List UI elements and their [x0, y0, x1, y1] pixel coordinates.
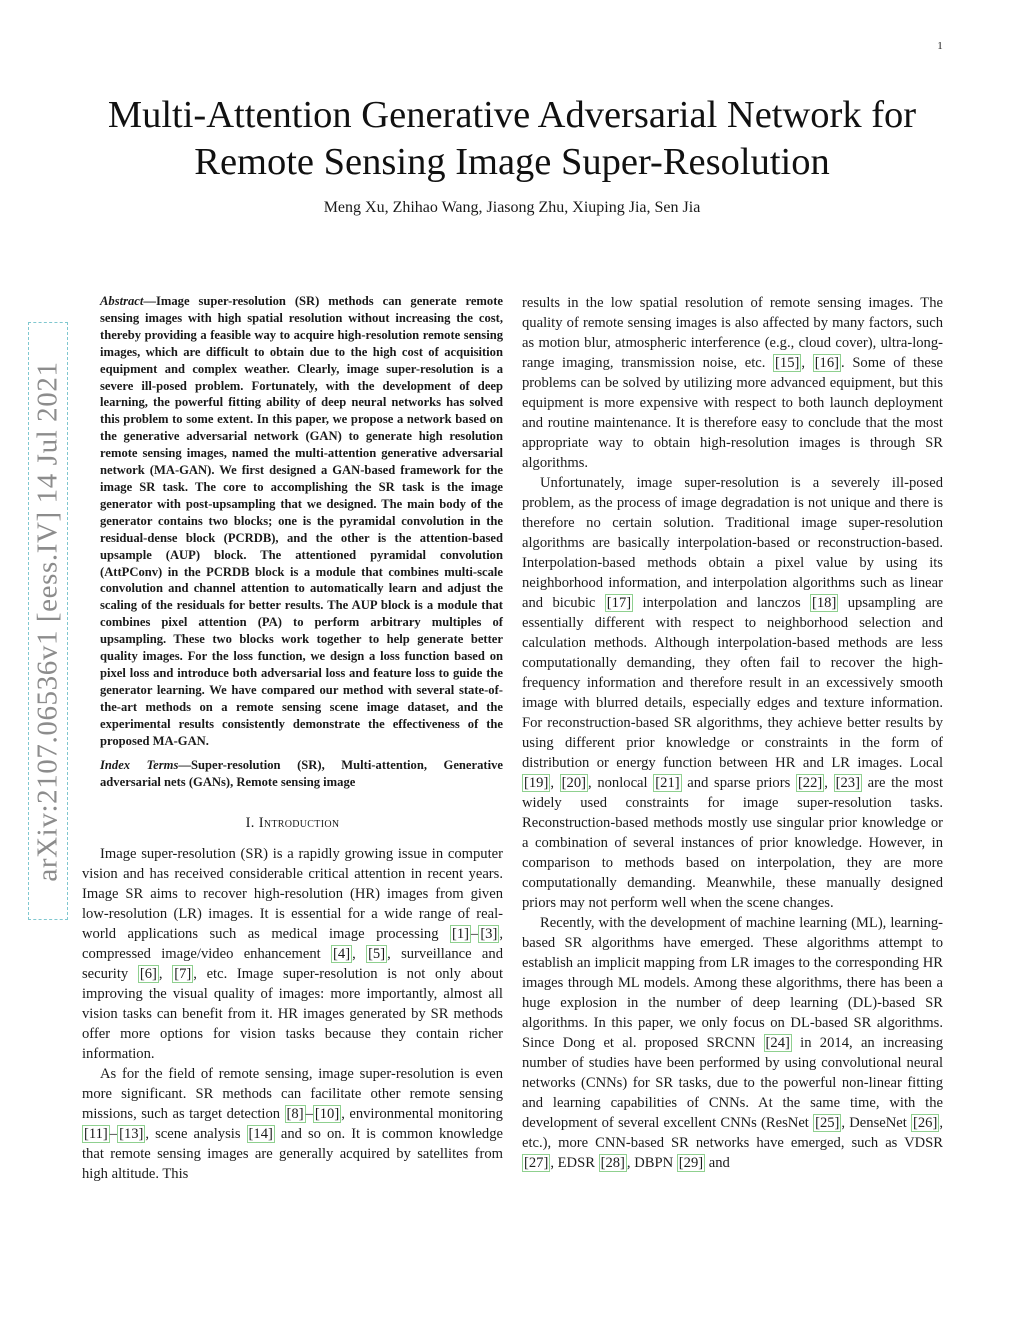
- citation-link[interactable]: [1]: [451, 926, 470, 943]
- text-run: –: [109, 1126, 118, 1143]
- title-line-2: Remote Sensing Image Super-Resolution: [194, 141, 830, 183]
- index-terms: [82, 757, 503, 791]
- title-line-1: Multi-Attention Generative Adversarial Network for: [107, 94, 917, 136]
- text-run: interpolation and lanczos: [633, 595, 811, 611]
- text-run: , nonlocal: [588, 775, 654, 791]
- citation-link[interactable]: [24]: [765, 1035, 790, 1051]
- intro-paragraph-1: [82, 844, 503, 1064]
- text-run: ,: [158, 966, 173, 983]
- citation-link[interactable]: [23]: [835, 775, 860, 791]
- right-column: [522, 293, 943, 1173]
- text-run: Unfortunately, image super-resolution is a severely ill-posed problem, as the process of image degradation is not unique and there is therefore no certain solution. Traditional image super-resolution algorithms are basically interpolation-based or reconstruction-based. Interpolation-based methods obtain a pixel value by using its neighborhood information, and interpolation algorithms such as linear and bicubic: [522, 475, 943, 611]
- text-run: , scene analysis: [145, 1126, 247, 1143]
- citation-link[interactable]: [11]: [84, 1126, 108, 1143]
- citation-link[interactable]: [21]: [655, 775, 680, 791]
- citation-link[interactable]: [28]: [600, 1155, 625, 1171]
- text-run: , environmental monitoring: [341, 1106, 503, 1123]
- text-run: –: [305, 1106, 313, 1123]
- text-run: ,: [550, 775, 560, 791]
- index-terms-label: Index Terms: [100, 758, 179, 773]
- left-column: [82, 293, 503, 1184]
- text-run: and: [705, 1155, 730, 1171]
- citation-link[interactable]: [17]: [606, 595, 632, 611]
- citation-link[interactable]: [8]: [286, 1106, 304, 1123]
- section-title: Introduction: [258, 815, 340, 832]
- text-run: ,: [801, 355, 813, 371]
- citation-link[interactable]: [3]: [480, 926, 498, 943]
- body-paragraph-continued: [522, 293, 943, 473]
- citation-link[interactable]: [27]: [524, 1155, 549, 1171]
- abstract-label: Abstract: [100, 294, 144, 308]
- text-run: ,: [352, 946, 367, 963]
- paper-title: [70, 92, 954, 186]
- text-run: , compressed image/video enhancement: [82, 926, 503, 963]
- citation-link[interactable]: [20]: [561, 775, 586, 791]
- citation-link[interactable]: [16]: [814, 355, 840, 371]
- citation-link[interactable]: [29]: [678, 1155, 704, 1171]
- text-run: As for the field of remote sensing, image super-resolution is even more significant. SR methods can facilitate other remote sensing missions, such as target detection: [82, 1066, 503, 1123]
- text-run: ,: [824, 775, 834, 791]
- citation-link[interactable]: [19]: [524, 775, 549, 791]
- text-run: are the most widely used constraints for image super-resolution tasks. Reconstruction-based methods mostly use singular prior knowledge or a combination of several instances of prior knowledge. However, in comparison to methods based on interpolation, they are more computationally demanding. Meanwhile, these manually designed priors may not perform well when the scene changes.: [522, 775, 944, 911]
- page-number: 1: [937, 40, 943, 52]
- text-run: , DenseNet: [841, 1115, 912, 1131]
- text-run: Image super-resolution (SR) is a rapidly growing issue in computer vision and has received considerable critical attention in recent years. Image SR aims to recover high-resolution (HR) images from given low-resolution (LR) images. It is essential for a wide range of real-world applications such as medical image processing: [82, 846, 503, 943]
- section-heading-introduction: [82, 813, 503, 833]
- text-run: results in the low spatial resolution of remote sensing images. The quality of remote sensing images is also affected by many factors, such as motion blur, atmospheric interference (e.g., cloud cover), ultra-long-range imaging, transmission noise, etc.: [522, 295, 943, 371]
- arxiv-stamp[interactable]: [28, 322, 68, 920]
- text-run: Recently, with the development of machine learning (ML), learning-based SR algorithms have emerged. These algorithms attempt to establish an implicit mapping from LR images to the corresponding HR images through ML models. Among these algorithms, there has been a huge explosion in the number of deep learning (DL)-based SR algorithms. In this paper, we only focus on DL-based SR algorithms. Since Dong et al. proposed SRCNN: [522, 915, 943, 1051]
- text-run: in 2014, an increasing number of studies have been performed by using convolutional neural networks (CNNs) for SR tasks, due to the powerful non-linear fitting and learning capabilities of CNNs. At the same time, with the development of several excellent CNNs (ResNet: [522, 1035, 943, 1131]
- text-run: and sparse priors: [681, 775, 796, 791]
- body-paragraph-learning-based: [522, 913, 943, 1173]
- citation-link[interactable]: [14]: [248, 1126, 273, 1143]
- section-numeral: I.: [245, 815, 259, 832]
- citation-link[interactable]: [7]: [174, 966, 192, 983]
- text-run: , DBPN: [626, 1155, 677, 1171]
- citation-link[interactable]: [25]: [815, 1115, 840, 1131]
- text-run: –: [471, 926, 479, 943]
- citation-link[interactable]: [26]: [913, 1115, 938, 1131]
- citation-link[interactable]: [18]: [812, 595, 837, 611]
- citation-link[interactable]: [5]: [368, 946, 386, 963]
- citation-link[interactable]: [4]: [333, 946, 351, 963]
- index-terms-body: —Super-resolution (SR), Multi-attention, Generative adversarial nets (GANs), Remote sensing image: [100, 758, 503, 790]
- author-list: Meng Xu, Zhihao Wang, Jiasong Zhu, Xiuping Jia, Sen Jia: [323, 199, 701, 216]
- text-run: and so on. It is common knowledge that remote sensing images are generally acquired by satellites from high altitude. This: [82, 1126, 503, 1183]
- arxiv-identifier: arXiv:2107.06536v1 [eess.IV] 14 Jul 2021: [31, 360, 64, 882]
- body-paragraph-ill-posed: [522, 473, 943, 913]
- citation-link[interactable]: [22]: [797, 775, 823, 791]
- intro-paragraph-2: [82, 1064, 503, 1184]
- abstract: [82, 293, 503, 749]
- text-run: , surveillance and security: [82, 946, 503, 983]
- text-run: , EDSR: [550, 1155, 599, 1171]
- text-run: upsampling are essentially different with respect to neighborhood selection and calculation methods. Although interpolation-based methods are less computationally demanding, they often fail to recover the high-frequency information and therefore result in an excessively smooth image with blurred details, especially edges and texture information. For reconstruction-based SR algorithms, they achieve better results by using different prior knowledge or constraints in the form of distribution or energy function between HR and LR images. Local: [522, 595, 944, 771]
- text-run: , etc. Image super-resolution is not only about improving the visual quality of images: more importantly, almost all vision tasks can benefit from it. HR images generated by SR methods offer more options for vision tasks because they contain richer information.: [82, 966, 504, 1063]
- text-run: . Some of these problems can be solved by utilizing more advanced equipment, but this equipment is more expensive with respect to both launch deployment and routine maintenance. It is therefore easy to conclude that the most appropriate way to obtain high-resolution images is through SR algorithms.: [522, 355, 944, 471]
- citation-link[interactable]: [10]: [314, 1106, 340, 1123]
- citation-link[interactable]: [6]: [139, 966, 157, 983]
- abstract-body: —Image super-resolution (SR) methods can generate remote sensing images with high spatial resolution without increasing the cost, thereby providing a feasible way to acquire high-resolution remote sensing images, which are difficult to obtain due to the high cost of acquisition equipment and complex weather. Clearly, image super-resolution is a severe ill-posed problem. Fortunately, with the development of deep learning, the powerful fitting ability of deep neural networks has solved this problem to some extent. In this paper, we propose a network based on the generative adversarial network (GAN) to generate high resolution remote sensing images, named the multi-attention generative adversarial network (MA-GAN). We first designed a GAN-based framework for the image SR task. The core to accomplishing the SR task is the image generator with post-upsampling that we designed. The main body of the generator contains two blocks; one is the pyramidal convolution in the residual-dense block (PCRDB), and the other is the attention-based upsample (AUP) block. The attentioned pyramidal convolution (AttPConv) in the PCRDB block is a module that combines multi-scale convolution and channel attention to automatically learn and adjust the scaling of the residuals for better results. The AUP block is a module that combines pixel attention (PA) to perform arbitrary multiples of upsampling. These two blocks work together to help generate better quality images. For the loss function, we design a loss function based on pixel loss and introduce both adversarial loss and feature loss to guide the generator learning. We have compared our method with several state-of-the-art methods on a remote sensing scene image dataset, and the experimental results consistently demonstrate the effectiveness of the proposed MA-GAN.: [100, 294, 503, 748]
- citation-link[interactable]: [13]: [119, 1126, 144, 1143]
- text-run: , etc.), more CNN-based SR networks have emerged, such as VDSR: [522, 1115, 943, 1151]
- citation-link[interactable]: [15]: [775, 355, 800, 371]
